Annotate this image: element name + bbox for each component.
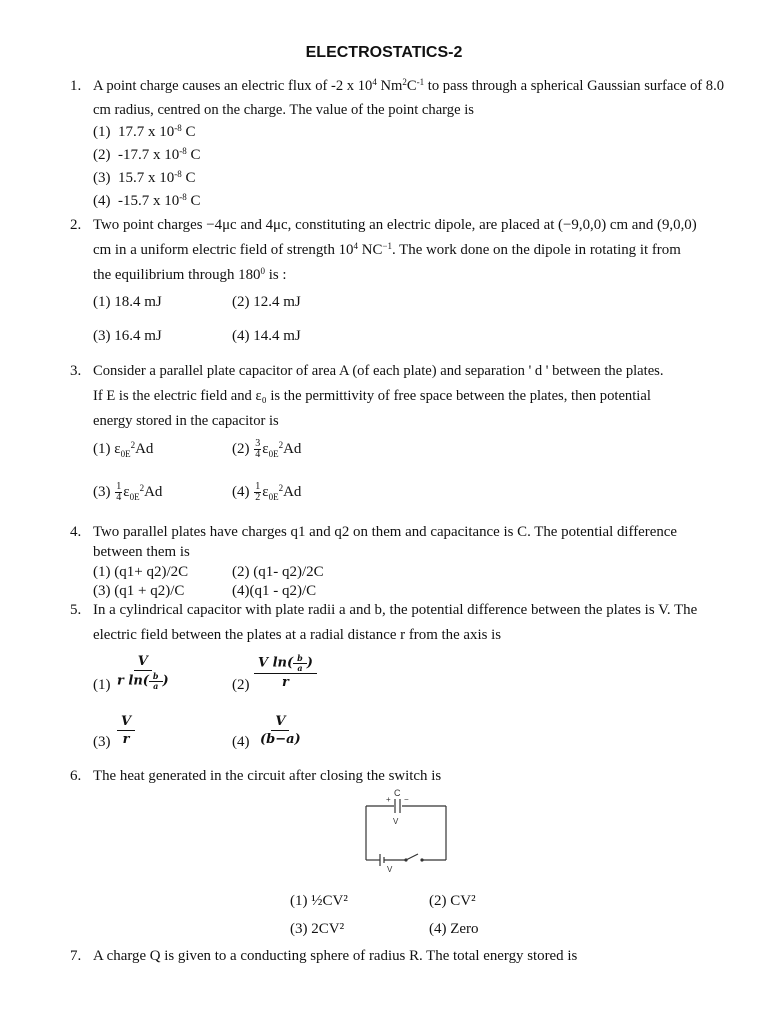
answer-option[interactable]: (2) -17.7 x $10^{-8}$ C [93,146,201,163]
answer-option-formula[interactable]: $\frac{V}{r}$ [117,714,135,747]
question-text: cm in a uniform electric field of strength $10^4$ $NC^{-1}$. The work done on the dipole in rotating it from [93,241,681,258]
answer-option-formula[interactable]: V r ln( $\frac{b}{a}$ ) [117,654,169,691]
question-number: 3. [70,363,82,379]
fraction: $\frac{1}{4}$ [116,481,122,504]
question-number: 1. [70,78,82,94]
switch-contact [404,858,407,861]
answer-option[interactable]: (4)(q1 - q2)/C [232,583,317,599]
question-text: Two parallel plates have charges q1 and q2 on them and capacitance is C. The potential difference [93,524,678,540]
answer-option[interactable]: (4) Zero [429,921,479,937]
minus-sign: − [404,795,409,804]
answer-option[interactable]: (2) 12.4 mJ [232,294,301,310]
question-number: 2. [70,217,82,233]
fraction: $\frac{1}{2}$ [255,481,261,504]
question-text: between them is [93,544,190,560]
question-number: 7. [70,948,82,964]
answer-option-formula[interactable]: V ln( $\frac{b}{a}$ ) r [254,654,317,690]
answer-option[interactable]: (3) 16.4 mJ [93,328,162,344]
plus-sign: + [386,795,391,804]
question-number: 5. [70,602,82,618]
answer-option-formula[interactable]: $\frac{V}{(b-a)}$ [260,714,301,747]
circuit-diagram [356,788,456,876]
question-number: 6. [70,768,82,784]
question-text: The heat generated in the circuit after closing the switch is [93,768,442,784]
question-text: Two point charges −4μc and 4μc, constituting an electric dipole, are placed at (−9,0,0) cm and (9,0,0) [93,217,697,233]
switch-blade [406,854,418,860]
answer-option[interactable]: (4) 14.4 mJ [232,328,301,344]
question-text: the equilibrium through $180^0$ is : [93,266,287,283]
answer-option[interactable]: (3) $\frac{1}{4}$ $\varepsilon_{0E}^2Ad$ [93,481,163,504]
answer-option[interactable]: (2) (q1- q2)/2C [232,564,324,580]
question-number: 4. [70,524,82,540]
answer-option[interactable]: (1) 17.7 x $10^{-8}$ C [93,123,196,140]
question-text: If E is the electric field and ε₀ is the permittivity of free space between the plates, then potential [93,388,651,404]
answer-option-label[interactable]: (2) [232,677,250,693]
question-text: Consider a parallel plate capacitor of area A (of each plate) and separation ' d ' between the plates. [93,363,664,379]
answer-option-label[interactable]: (1) [93,677,111,693]
capacitor-label: C [394,788,401,798]
answer-option-label[interactable]: (4) [232,734,250,750]
answer-option[interactable]: (4) $\frac{1}{2}$ $\varepsilon_{0E}^2Ad$ [232,481,302,504]
question-text: energy stored in the capacitor is [93,413,279,429]
answer-option[interactable]: (1) $\varepsilon_{0E}^2Ad$ [93,440,154,459]
fraction: $\frac{3}{4}$ [255,438,261,461]
answer-option[interactable]: (3) 2CV² [290,921,345,937]
answer-option[interactable]: (4) -15.7 x $10^{-8}$ C [93,192,201,209]
page-title: ELECTROSTATICS-2 [305,44,463,61]
question-text: electric field between the plates at a radial distance r from the axis is [93,627,502,643]
answer-option[interactable]: (1) ½CV² [290,893,348,909]
answer-option-label[interactable]: (3) [93,734,111,750]
answer-option[interactable]: (2) $\frac{3}{4}$ $\varepsilon_{0E}^2Ad$ [232,438,302,461]
battery-voltage-label: V [387,865,393,874]
question-text: cm radius, centred on the charge. The value of the point charge is [93,102,474,118]
answer-option[interactable]: (3) 15.7 x $10^{-8}$ C [93,169,196,186]
question-text: A point charge causes an electric flux of -2 x $10^4$ $Nm^2C^{-1}$ to pass through a spherical Gaussian surface of 8.0 [93,77,725,94]
question-text: In a cylindrical capacitor with plate radii a and b, the potential difference between the plates is V. The [93,602,698,618]
answer-option[interactable]: (1) (q1+ q2)/2C [93,564,189,580]
capacitor-voltage-label: V [393,817,399,826]
switch-contact [420,858,423,861]
answer-option[interactable]: (1) 18.4 mJ [93,294,162,310]
answer-option[interactable]: (3) (q1 + q2)/C [93,583,185,599]
answer-option[interactable]: (2) CV² [429,893,476,909]
question-text: A charge Q is given to a conducting sphere of radius R. The total energy stored is [93,948,578,964]
